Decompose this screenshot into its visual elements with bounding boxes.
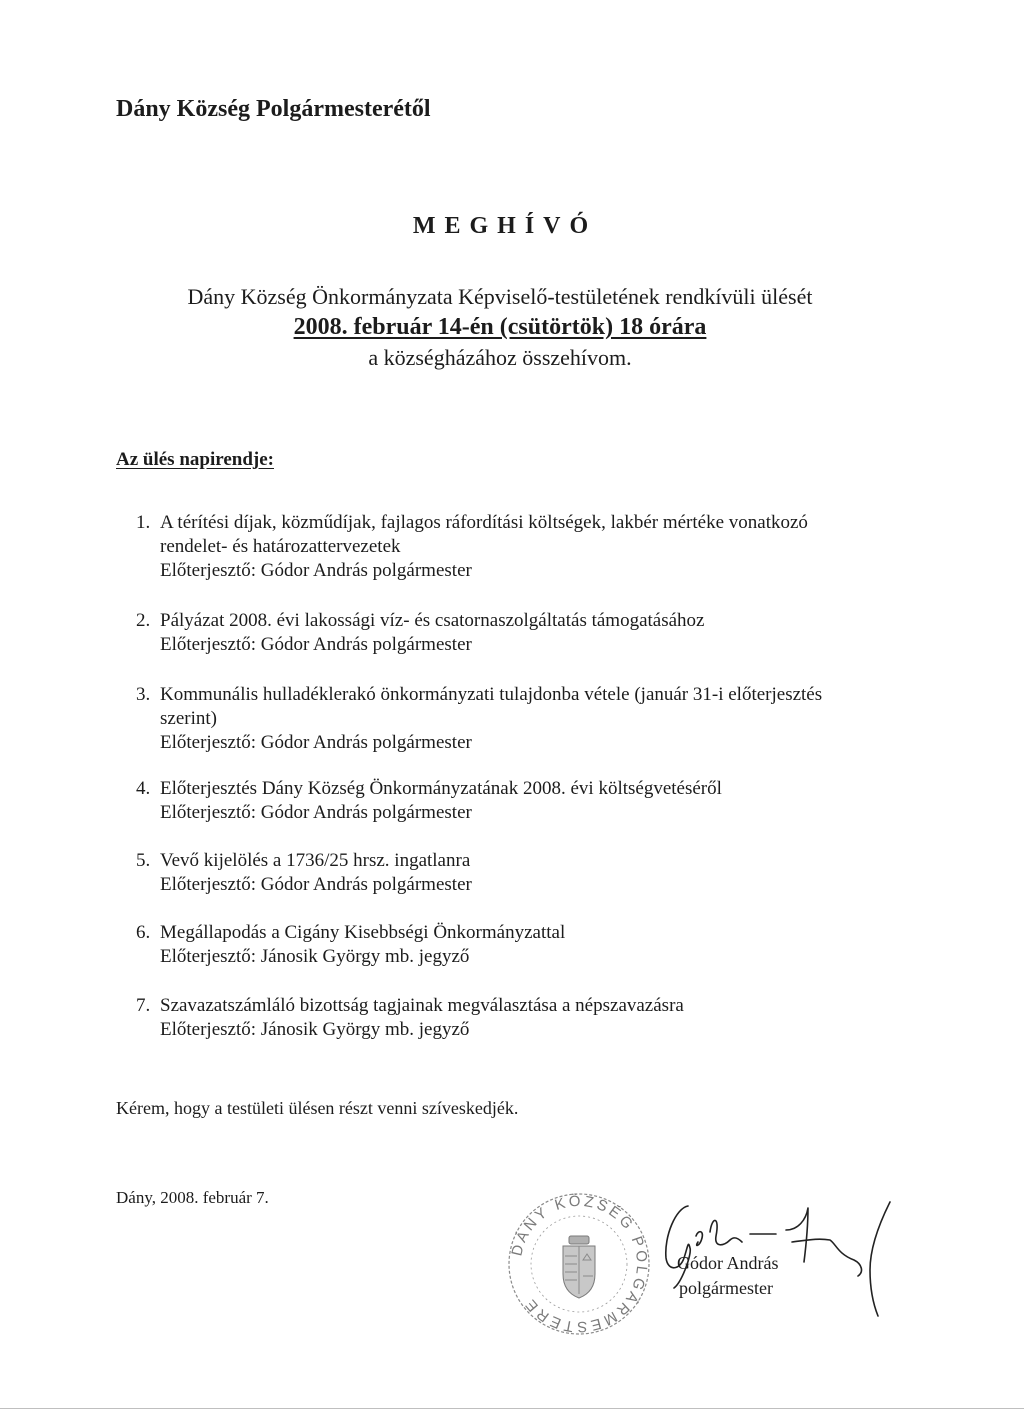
intro-line-3: a községházához összehívom. [368,345,632,370]
agenda-item-text: Kommunális hulladéklerakó önkormányzati tulajdonba vétele (január 31-i előterjesztés [160,684,823,705]
coat-of-arms-icon [563,1236,595,1298]
agenda-item-text: Vevő kijelölés a 1736/25 hrsz. ingatlanra [160,850,471,871]
meeting-date: 2008. február 14-én (csütörtök) 18 órára [293,314,707,340]
agenda-item-presenter: Előterjesztő: Jánosik György mb. jegyző [160,946,470,967]
stamp-text: DÁNY KÖZSÉG POLGÁRMESTERE [508,1192,651,1336]
intro-line-1: Dány Község Önkormányzata Képviselő-testületének rendkívüli ülését [187,284,813,309]
agenda-item-text: Szavazatszámláló bizottság tagjainak megválasztása a népszavazásra [160,995,684,1016]
agenda-item-number: 4. [136,778,151,799]
agenda-item-presenter: Előterjesztő: Jánosik György mb. jegyző [160,1019,470,1040]
sender-heading: Dány Község Polgármesterétől [116,96,431,122]
document-title [0,213,1000,240]
page-bottom-rule [0,1408,1024,1409]
signer-title: polgármester [679,1278,773,1298]
agenda-item-number: 1. [136,512,151,533]
signer-name: Gódor András [677,1253,779,1273]
agenda-item-number: 3. [136,684,151,705]
handwritten-signature [658,1196,898,1318]
agenda-item-number: 6. [136,922,151,943]
closing-text: Kérem, hogy a testületi ülésen részt venni szíveskedjék. [116,1098,519,1118]
agenda-item-text: Megállapodás a Cigány Kisebbségi Önkormányzattal [160,922,566,943]
agenda-item-number: 7. [136,995,151,1016]
agenda-item-number: 5. [136,850,151,871]
agenda-item-text: Előterjesztés Dány Község Önkormányzatának 2008. évi költségvetéséről [160,778,722,799]
agenda-item-text: szerint) [160,708,217,729]
agenda-heading: Az ülés napirendje: [116,449,274,470]
agenda-item-presenter: Előterjesztő: Gódor András polgármester [160,732,472,753]
place-date: Dány, 2008. február 7. [116,1188,269,1207]
agenda-item-presenter: Előterjesztő: Gódor András polgármester [160,874,472,895]
official-stamp [503,1190,655,1338]
agenda-item-presenter: Előterjesztő: Gódor András polgármester [160,802,472,823]
agenda-item-number: 2. [136,610,151,631]
agenda-item-text: A térítési díjak, közműdíjak, fajlagos ráfordítási költségek, lakbér mértéke vonatkozó [160,512,808,533]
agenda-item-presenter: Előterjesztő: Gódor András polgármester [160,634,472,655]
agenda-item-text: Pályázat 2008. évi lakossági víz- és csatornaszolgáltatás támogatásához [160,610,705,631]
agenda-item-text: rendelet- és határozattervezetek [160,536,401,557]
document-title-text: MEGHÍVÓ [412,213,598,239]
agenda-item-presenter: Előterjesztő: Gódor András polgármester [160,560,472,581]
